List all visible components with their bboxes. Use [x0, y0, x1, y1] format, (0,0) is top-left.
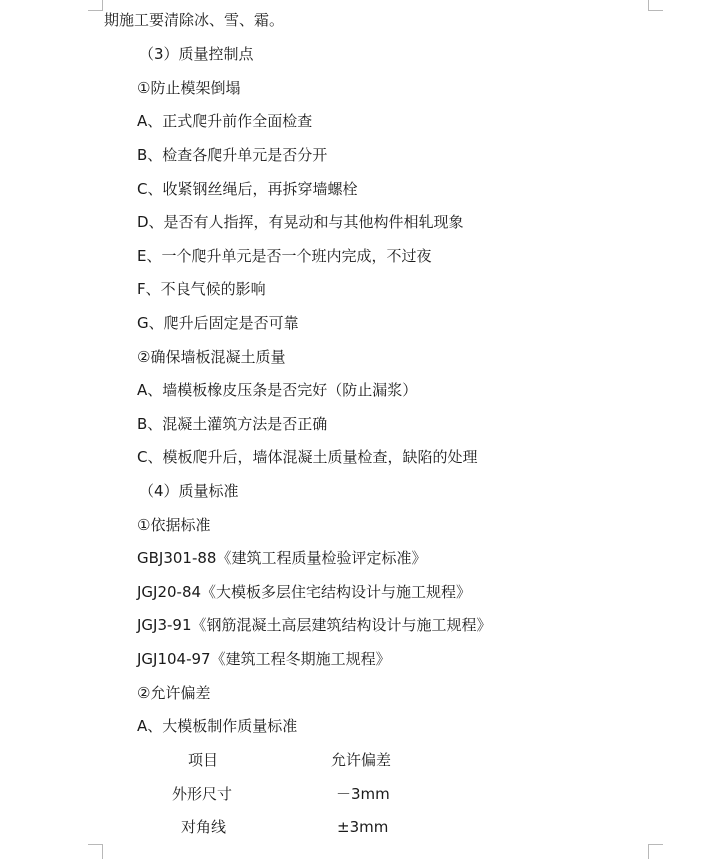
standard-reference: JGJ104-97《建筑工程冬期施工规程》 — [137, 650, 391, 668]
text-line: A、墙模板橡皮压条是否完好（防止漏浆） — [137, 381, 418, 399]
text-line: B、检查各爬升单元是否分开 — [137, 146, 328, 164]
text-line: 期施工要清除冰、雪、霜。 — [104, 11, 285, 29]
corner-mark-top-left — [88, 0, 103, 11]
standard-reference: JGJ3-91《钢筋混凝土高层建筑结构设计与施工规程》 — [137, 616, 492, 634]
standard-reference: GBJ301-88《建筑工程质量检验评定标准》 — [137, 549, 427, 567]
corner-mark-bottom-left — [88, 844, 103, 859]
text-line: B、混凝土灌筑方法是否正确 — [137, 415, 328, 433]
text-line: A、大模板制作质量标准 — [137, 717, 298, 735]
table-header-deviation: 允许偏差 — [331, 751, 392, 769]
standard-reference: JGJ20-84《大模板多层住宅结构设计与施工规程》 — [137, 583, 472, 601]
table-cell-deviation: －3mm — [336, 785, 390, 803]
text-line: F、不良气候的影响 — [137, 280, 266, 298]
subsection-heading: ①防止模架倒塌 — [137, 79, 241, 97]
table-header-item: 项目 — [188, 751, 219, 769]
text-line: D、是否有人指挥，有晃动和与其他构件相轧现象 — [137, 213, 464, 231]
text-line: C、收紧钢丝绳后，再拆穿墙螺栓 — [137, 180, 358, 198]
table-cell-deviation: ±3mm — [337, 818, 389, 836]
subsection-heading: ①依据标准 — [137, 516, 211, 534]
section-heading: （4）质量标准 — [139, 482, 239, 500]
corner-mark-top-right — [648, 0, 663, 11]
section-heading: （3）质量控制点 — [139, 45, 254, 63]
subsection-heading: ②确保墙板混凝土质量 — [137, 348, 286, 366]
table-cell-item: 对角线 — [181, 818, 227, 836]
text-line: G、爬升后固定是否可靠 — [137, 314, 299, 332]
text-line: A、正式爬升前作全面检查 — [137, 112, 313, 130]
text-line: C、模板爬升后，墙体混凝土质量检查，缺陷的处理 — [137, 448, 478, 466]
table-cell-item: 外形尺寸 — [172, 785, 233, 803]
subsection-heading: ②允许偏差 — [137, 684, 211, 702]
corner-mark-bottom-right — [648, 844, 663, 859]
text-line: E、一个爬升单元是否一个班内完成，不过夜 — [137, 247, 432, 265]
